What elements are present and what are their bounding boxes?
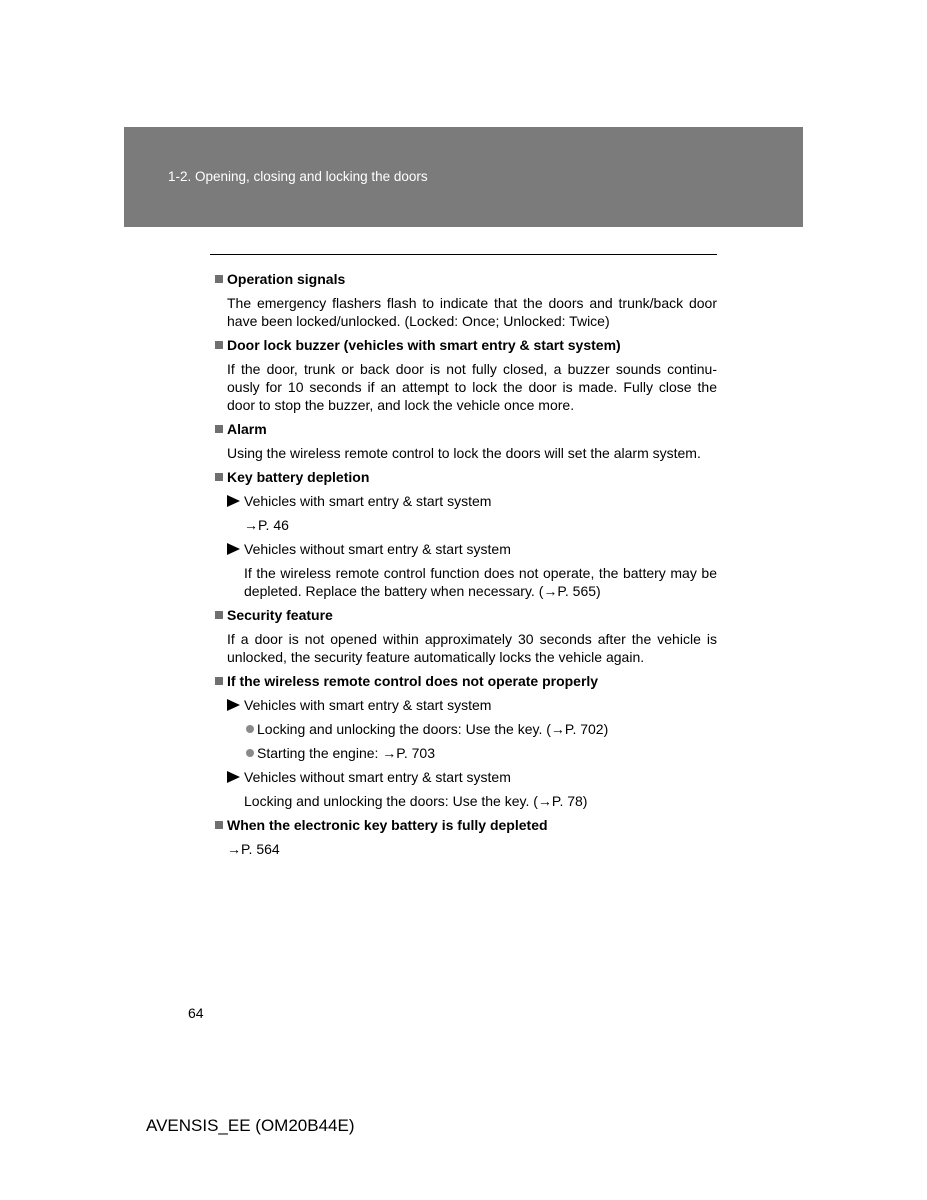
heading-text: When the electronic key battery is fully depleted [227,817,548,833]
heading-security-feature [214,606,717,624]
triangle-bullet-icon [227,495,240,507]
heading-key-battery-fully-depleted [214,816,717,834]
section-header-band [124,127,803,227]
heading-key-battery-depletion [214,468,717,486]
sub-list-item [244,744,717,762]
square-bullet-icon [215,473,223,481]
list-item [227,540,717,558]
heading-operation-signals [214,270,717,288]
circle-bullet-icon [246,749,254,757]
alarm-text: Using the wireless remote control to lock the doors will set the alarm system. [227,445,701,461]
square-bullet-icon [215,425,223,433]
divider-rule [210,254,717,255]
square-bullet-icon [215,611,223,619]
door-lock-buzzer-text: If the door, trunk or back door is not fully closed, a buzzer sounds continu- ously for 10 seconds if an attempt to lock the door is made. Fully close the door to stop the buzzer, and lock the vehicle once more. [227,361,717,413]
list-item-text: Vehicles without smart entry & start system [244,541,511,557]
list-item [227,492,717,510]
sub-list-item [244,720,717,738]
list-item-text: Vehicles with smart entry & start system [244,493,492,509]
heading-door-lock-buzzer [214,336,717,354]
operation-signals-text: The emergency flashers flash to indicate that the doors and trunk/back door have been locked/unlocked. (Locked: Once; Unlocked: Twice) [227,295,717,329]
list-item [227,696,717,714]
heading-text: If the wireless remote control does not operate properly [227,673,599,689]
circle-bullet-icon [246,725,254,733]
square-bullet-icon [215,677,223,685]
page-reference: →P. 564 [227,841,280,857]
triangle-bullet-icon [227,771,240,783]
heading-text: Key battery depletion [227,469,370,485]
page-content [214,270,717,864]
triangle-bullet-icon [227,543,240,555]
page-number: 64 [188,1005,204,1021]
square-bullet-icon [215,821,223,829]
heading-text: Door lock buzzer (vehicles with smart entry & start system) [227,337,621,353]
sub-list-item-text: Locking and unlocking the doors: Use the key. (→P. 702) [257,721,609,737]
security-feature-text: If a door is not opened within approximately 30 seconds after the vehicle is unlocked, the security feature automatically locks the vehicle again. [227,631,717,665]
list-item-text: Vehicles with smart entry & start system [244,697,492,713]
heading-text: Operation signals [227,271,346,287]
list-item-text: Vehicles without smart entry & start system [244,769,511,785]
heading-remote-not-operate [214,672,717,690]
heading-text: Alarm [227,421,267,437]
remote-not-operate-text: Locking and unlocking the doors: Use the key. (→P. 78) [244,793,588,809]
square-bullet-icon [215,341,223,349]
list-item [227,768,717,786]
page-reference: →P. 46 [244,517,289,533]
heading-text: Security feature [227,607,333,623]
square-bullet-icon [215,275,223,283]
heading-alarm [214,420,717,438]
manual-code: AVENSIS_EE (OM20B44E) [146,1116,355,1135]
key-battery-depletion-text: If the wireless remote control function does not operate, the battery may be depleted. Replace the battery when necessary. (→P. 565) [244,565,717,599]
triangle-bullet-icon [227,699,240,711]
sub-list-item-text: Starting the engine: →P. 703 [257,745,435,761]
section-title: 1-2. Opening, closing and locking the doors [168,169,428,184]
